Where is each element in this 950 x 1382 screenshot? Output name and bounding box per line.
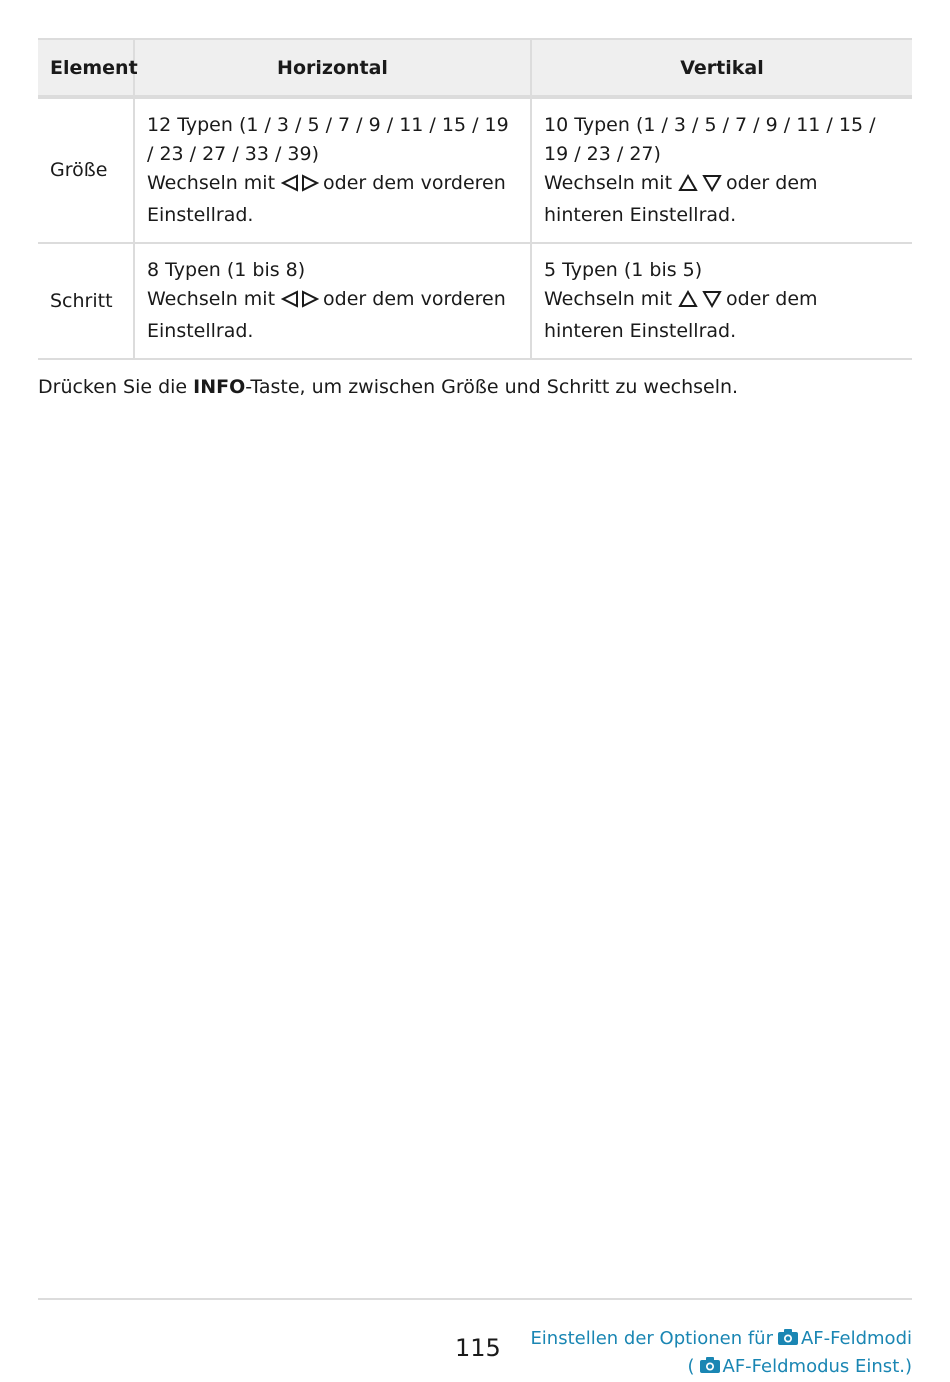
section-link-line-2[interactable] <box>530 1354 912 1382</box>
settings-table <box>38 38 912 360</box>
switch-suffix: oder dem vorderen Einstellrad. <box>147 288 506 342</box>
section-link-subtitle[interactable]: AF-Feldmodus Einst.) <box>722 1356 912 1377</box>
section-link-line-1[interactable] <box>530 1326 912 1354</box>
table-row <box>38 243 912 359</box>
note-suffix: -Taste, um zwischen Größe und Schritt zu wechseln. <box>245 376 739 398</box>
vertical-types: 5 Typen (1 bis 5) <box>544 259 703 281</box>
column-header-vertical: Vertikal <box>531 39 912 97</box>
horizontal-types: 12 Typen (1 / 3 / 5 / 7 / 9 / 11 / 15 / 19 / 23 / 27 / 33 / 39) <box>147 114 509 165</box>
camera-icon <box>699 1356 721 1382</box>
horizontal-switch-text <box>147 169 518 230</box>
switch-prefix: Wechseln mit <box>544 288 673 310</box>
column-header-element: Element <box>38 39 134 97</box>
switch-suffix: oder dem hinteren Einstellrad. <box>544 172 818 226</box>
camera-icon <box>777 1328 799 1354</box>
section-link-tail[interactable]: AF-Feldmodi <box>800 1328 912 1349</box>
horizontal-cell <box>134 243 531 359</box>
up-down-triangles-icon <box>678 288 722 317</box>
vertical-cell <box>531 243 912 359</box>
switch-prefix: Wechseln mit <box>147 288 276 310</box>
row-element-label: Größe <box>38 97 134 243</box>
vertical-types: 10 Typen (1 / 3 / 5 / 7 / 9 / 11 / 15 / 19 / 23 / 27) <box>544 114 876 165</box>
info-key-label: INFO <box>193 376 246 398</box>
table-header-row <box>38 39 912 97</box>
column-header-horizontal: Horizontal <box>134 39 531 97</box>
switch-prefix: Wechseln mit <box>544 172 673 194</box>
vertical-switch-text <box>544 169 900 230</box>
section-link-text[interactable]: Einstellen der Optionen für <box>530 1328 773 1349</box>
up-down-triangles-icon <box>678 172 722 201</box>
horizontal-cell <box>134 97 531 243</box>
note-prefix: Drücken Sie die <box>38 376 188 398</box>
page-number: 115 <box>455 1334 501 1362</box>
vertical-switch-text <box>544 285 900 346</box>
footer-divider <box>38 1298 912 1300</box>
info-note <box>38 376 738 398</box>
horizontal-switch-text <box>147 285 518 346</box>
left-right-triangles-icon <box>281 172 319 201</box>
switch-prefix: Wechseln mit <box>147 172 276 194</box>
row-element-label: Schritt <box>38 243 134 359</box>
vertical-cell <box>531 97 912 243</box>
horizontal-types: 8 Typen (1 bis 8) <box>147 259 306 281</box>
switch-suffix: oder dem vorderen Einstellrad. <box>147 172 506 226</box>
table-row <box>38 97 912 243</box>
section-link-open[interactable]: ( <box>687 1356 695 1377</box>
left-right-triangles-icon <box>281 288 319 317</box>
section-link[interactable] <box>530 1326 912 1382</box>
switch-suffix: oder dem hinteren Einstellrad. <box>544 288 818 342</box>
